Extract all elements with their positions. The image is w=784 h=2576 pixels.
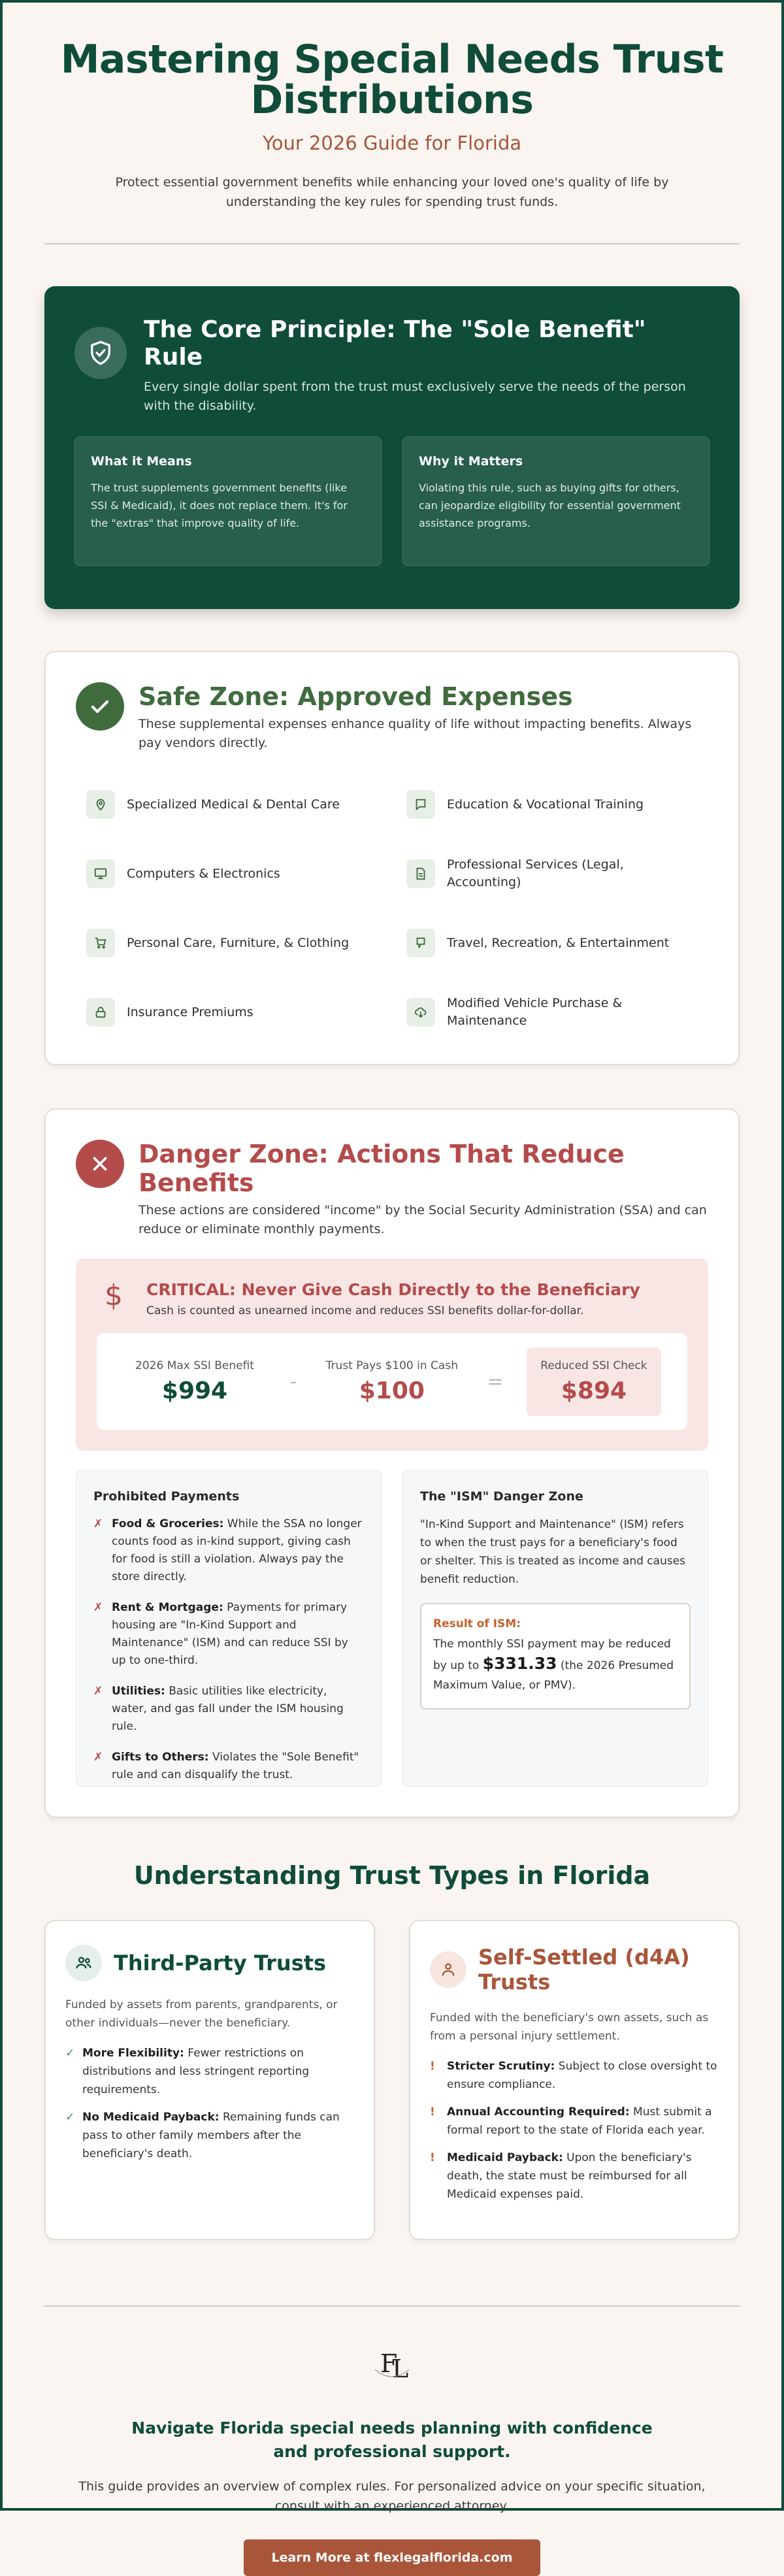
safe-item-label: Computers & Electronics [127, 866, 280, 881]
safe-item [406, 908, 698, 978]
x-mark-icon: ✗ [93, 1685, 103, 1698]
svg-text:F: F [380, 2349, 398, 2378]
x-mark-icon: ✗ [93, 1751, 103, 1764]
safe-zone-description: These supplemental expenses enhance quality of life without impacting benefits. Always pay vendors directly. [139, 717, 692, 750]
check-icon: ✓ [65, 2047, 75, 2060]
footer-heading [44, 2417, 740, 2464]
danger-zone-description: These actions are considered "income" by the Social Security Administration (SSA) and can reduce or eliminate monthly payments. [139, 1203, 707, 1236]
danger-zone-title [139, 1140, 708, 1197]
safe-item-label: Education & Vocational Training [447, 797, 644, 812]
trust-cash-payment [320, 1359, 464, 1404]
dollar-icon: $ [105, 1279, 123, 1312]
third-party-title: Third-Party Trusts [114, 1951, 327, 1975]
footer-text: This guide provides an overview of complex rules. For personalized advice on your specific situation, consult with an experienced attorney. [78, 2479, 706, 2513]
lock-icon [86, 998, 115, 1027]
map-pin-icon [406, 929, 435, 957]
item-bold: Annual Accounting Required: [447, 2105, 630, 2119]
page-title [44, 37, 740, 123]
location-pin-icon [86, 790, 115, 819]
item-text: Must submit a formal report to the state of Florida each year. [447, 2105, 712, 2137]
box-text: Violating this rule, such as buying gifts for others, can jeopardize eligibility for essential government assistance programs. [419, 482, 681, 529]
box-title: Why it Matters [419, 454, 523, 469]
safe-item-label: Personal Care, Furniture, & Clothing [127, 935, 350, 950]
item-text: Upon the beneficiary's death, the state must be reimbursed for all Medicaid expenses paid. [447, 2151, 692, 2201]
calc-label: 2026 Max SSI Benefit [135, 1359, 254, 1372]
chat-bubble-icon [406, 790, 435, 819]
result-post: (the 2026 Presumed Maximum Value, or PMV). [433, 1659, 674, 1692]
divider [44, 243, 740, 244]
safe-item [406, 839, 698, 908]
safe-item [86, 770, 378, 839]
close-icon [76, 1140, 124, 1188]
x-mark-icon: ✗ [93, 1517, 103, 1530]
item-bold: Food & Groceries: [112, 1517, 224, 1530]
item-text: Remaining funds can pass to other family members after the beneficiary's death. [82, 2111, 340, 2160]
safe-item [406, 770, 698, 839]
page-subtitle: Your 2026 Guide for Florida [262, 132, 522, 154]
safe-item-label: Insurance Premiums [127, 1004, 253, 1019]
cart-icon [86, 929, 115, 957]
safe-zone-card [44, 651, 740, 1065]
safe-item [86, 839, 378, 908]
safe-item-label: Specialized Medical & Dental Care [127, 797, 340, 812]
prohibited-item [93, 1749, 364, 1784]
self-settled-title [478, 1945, 690, 1994]
footer-heading-line2: and professional support. [273, 2442, 511, 2461]
item-bold: More Flexibility: [82, 2047, 184, 2060]
firm-logo [366, 2338, 418, 2390]
ism-result-box [420, 1603, 691, 1709]
self-settled-item [430, 2149, 719, 2204]
page-title-line1: Mastering Special Needs Trust [60, 37, 724, 82]
person-icon [430, 1951, 466, 1988]
self-settled-description: Funded with the beneficiary's own assets, such as from a personal injury settlement. [430, 2011, 709, 2043]
third-party-trust-card [44, 1920, 375, 2240]
self-title-line2: Trusts [478, 1970, 551, 1994]
x-mark-icon: ✗ [93, 1601, 103, 1614]
ssi-calculation [97, 1333, 687, 1430]
danger-title-line1: Danger Zone: Actions That Reduce [139, 1140, 625, 1168]
minus-sign: - [289, 1370, 297, 1393]
page [44, 0, 740, 2576]
svg-text:L: L [392, 2354, 409, 2383]
item-bold: Rent & Mortgage: [112, 1601, 223, 1614]
core-description: Every single dollar spent from the trust must exclusively serve the needs of the person with the disability. [144, 380, 686, 413]
item-text: Payments for primary housing are "In-Kind Support and Maintenance" (ISM) and can reduce SSI by up to one-third. [112, 1601, 348, 1667]
prohibited-item [93, 1683, 364, 1736]
critical-title: CRITICAL: Never Give Cash Directly to the Beneficiary [146, 1280, 640, 1299]
monitor-icon [86, 859, 115, 888]
item-text: Fewer restrictions on distributions and less stringent reporting requirements. [82, 2047, 310, 2096]
box-title: What it Means [91, 454, 192, 469]
critical-description: Cash is counted as unearned income and reduces SSI benefits dollar-for-dollar. [146, 1304, 584, 1317]
item-text: Basic utilities like electricity, water, and gas fall under the ISM housing rule. [112, 1685, 344, 1733]
cloud-download-icon [406, 998, 435, 1027]
learn-more-button[interactable]: Learn More at flexlegalflorida.com [244, 2539, 540, 2576]
footer [44, 2338, 740, 2576]
safe-item [86, 978, 378, 1047]
third-party-item [65, 2044, 354, 2099]
safe-item-label: Modified Vehicle Purchase & Maintenance [447, 996, 623, 1028]
self-settled-trust-card [409, 1920, 740, 2240]
reduced-ssi-check [527, 1347, 661, 1416]
ism-result-title: Result of ISM: [433, 1617, 521, 1630]
safe-item [406, 978, 698, 1047]
what-it-means-box [74, 437, 382, 566]
danger-zone-card [44, 1108, 740, 1818]
item-text: While the SSA no longer counts food as in-kind support, giving cash for food is still a violation. Always pay the store directly. [112, 1517, 362, 1583]
item-bold: No Medicaid Payback: [82, 2111, 220, 2124]
calc-label: Reduced SSI Check [540, 1359, 647, 1372]
item-bold: Utilities: [112, 1685, 165, 1698]
safe-zone-title: Safe Zone: Approved Expenses [139, 682, 573, 711]
item-text: Subject to close oversight to ensure compliance. [447, 2060, 717, 2091]
prohibited-item [93, 1515, 364, 1586]
prohibited-item [93, 1599, 364, 1670]
shield-check-icon [74, 327, 127, 379]
max-ssi-benefit [123, 1359, 267, 1404]
safe-item [86, 908, 378, 978]
calc-value: $100 [359, 1377, 425, 1404]
self-title-line1: Self-Settled (d4A) [478, 1945, 690, 1970]
calc-value: $994 [161, 1377, 228, 1404]
ism-danger-zone [402, 1470, 708, 1787]
calc-label: Trust Pays $100 in Cash [325, 1359, 458, 1372]
ism-result-text [433, 1634, 678, 1695]
safe-item-label: Professional Services (Legal, Accounting) [447, 857, 624, 889]
item-text: Violates the "Sole Benefit" rule and can disqualify the trust. [112, 1751, 359, 1781]
trust-types-title: Understanding Trust Types in Florida [133, 1861, 651, 1890]
third-party-item [65, 2108, 354, 2163]
item-bold: Medicaid Payback: [447, 2151, 563, 2164]
footer-heading-line1: Navigate Florida special needs planning with confidence [131, 2419, 653, 2437]
self-settled-item [430, 2057, 719, 2094]
critical-warning [76, 1259, 708, 1451]
prohibited-title: Prohibited Payments [93, 1489, 240, 1504]
core-title: The Core Principle: The "Sole Benefit" Rule [144, 316, 646, 371]
intro-text: Protect essential government benefits while enhancing your loved one's quality of life by understanding the key rules for spending trust funds. [115, 175, 669, 209]
exclamation-icon: ! [430, 2105, 435, 2119]
page-title-line2: Distributions [250, 77, 534, 123]
danger-title-line2: Benefits [139, 1168, 254, 1197]
equals-sign: = [487, 1370, 504, 1393]
item-bold: Stricter Scrutiny: [447, 2060, 555, 2073]
document-icon [406, 859, 435, 888]
calc-value: $894 [561, 1377, 627, 1404]
ism-title: The "ISM" Danger Zone [420, 1489, 583, 1504]
why-it-matters-box [402, 437, 710, 566]
ism-text: "In-Kind Support and Maintenance" (ISM) refers to when the trust pays for a beneficiary's food or shelter. This is treated as income and causes benefit reduction. [420, 1518, 686, 1586]
safe-item-label: Travel, Recreation, & Entertainment [447, 935, 670, 950]
prohibited-payments [76, 1470, 382, 1787]
result-pre: The monthly SSI payment may be reduced by up to [433, 1638, 671, 1672]
item-bold: Gifts to Others: [112, 1751, 209, 1764]
exclamation-icon: ! [430, 2060, 435, 2073]
checkmark-icon [76, 682, 124, 731]
box-text: The trust supplements government benefits (like SSI & Medicaid), it does not replace them. It's for the "extras" that improve quality of life. [91, 482, 348, 529]
core-principle-card [44, 286, 740, 609]
divider [44, 2305, 740, 2307]
third-party-description: Funded by assets from parents, grandparents, or other individuals—never the beneficiary. [65, 1998, 338, 2030]
self-settled-item [430, 2103, 719, 2139]
header [44, 0, 740, 212]
check-icon: ✓ [65, 2111, 75, 2124]
exclamation-icon: ! [430, 2151, 435, 2164]
users-icon [65, 1945, 102, 1981]
ism-amount: $331.33 [482, 1654, 557, 1673]
